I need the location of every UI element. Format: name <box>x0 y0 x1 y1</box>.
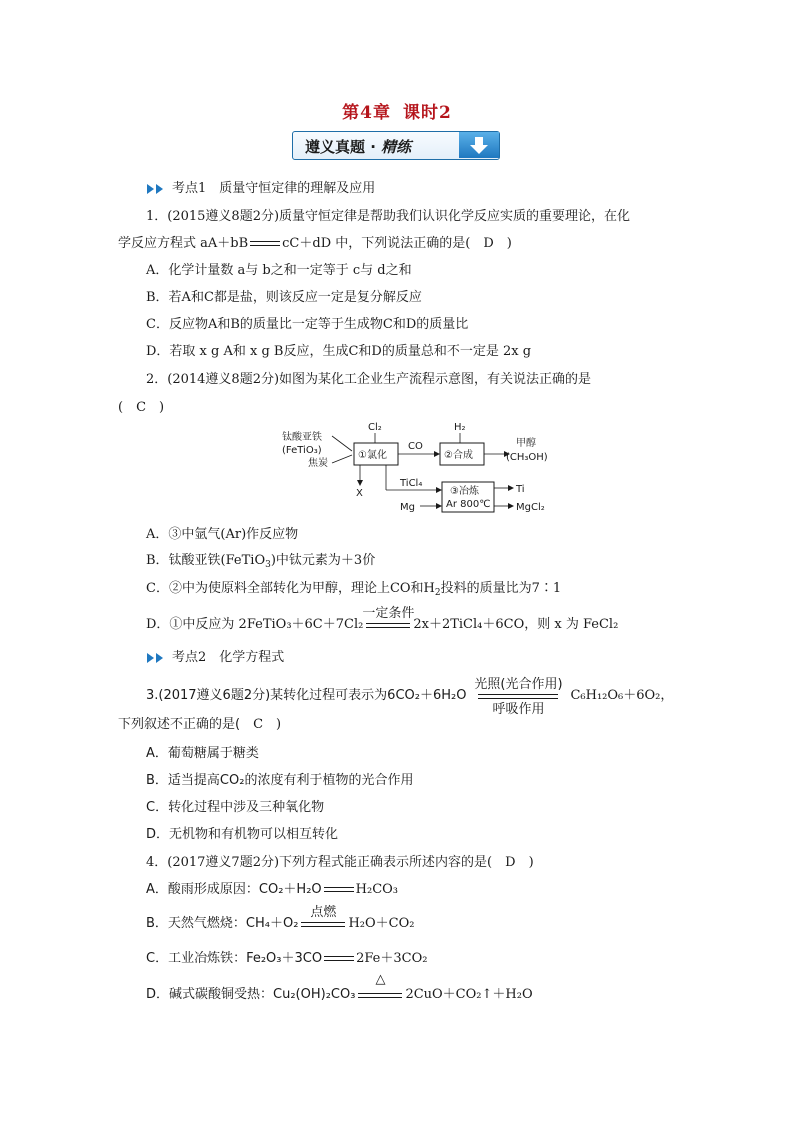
q1-stem-2: 学反应方程式 aA＋bB cC＋dD 中，下列说法正确的是( D ) <box>118 236 512 251</box>
equals-sign <box>250 240 280 248</box>
equals-sign <box>324 955 354 963</box>
q3-option-d: D．无机物和有机物可以相互转化 <box>146 827 339 842</box>
chapter-label: 第4章 <box>342 103 391 123</box>
methanol-formula: (CH₃OH) <box>506 452 548 463</box>
q2-option-b: B．钛酸亚铁(FeTiO$_3$)中钛元素为＋3价 <box>146 553 376 570</box>
q4-option-d: D．碱式碳酸铜受热：Cu₂(OH)₂CO₃ △ 2CuO＋CO₂↑＋H₂O <box>146 971 533 1002</box>
reaction-arrow: △ <box>358 988 402 1002</box>
cl2-label: Cl₂ <box>368 422 382 433</box>
down-arrow-icon[interactable] <box>459 132 499 158</box>
q4-answer: D <box>505 855 516 870</box>
lesson-label: 课时2 <box>403 103 452 123</box>
q3-answer: C <box>253 717 264 732</box>
q3-stem: 3.(2017遵义6题2分)某转化过程可表示为6CO₂＋6H₂O 光照(光合作用) 呼吸作用 C₆H₁₂O₆＋6O₂， <box>146 676 674 717</box>
banner-title: 遵义真题 · <box>305 138 382 156</box>
banner-emphasis: 精练 <box>381 138 412 156</box>
double-arrow-icon <box>146 183 166 195</box>
reaction-arrow: 一定条件 <box>366 618 410 632</box>
ti-label: Ti <box>516 484 525 495</box>
box3-condition: Ar 800℃ <box>446 499 491 510</box>
reaction-arrow: 点燃 <box>301 917 345 931</box>
h2-label: H₂ <box>454 422 466 433</box>
q4-option-a: A．酸雨形成原因：CO₂＋H₂O H₂CO₃ <box>146 882 399 897</box>
page-title <box>0 98 794 123</box>
q3-option-a: A．葡萄糖属于糖类 <box>146 746 259 761</box>
q3-stem-2: 下列叙述不正确的是( C ) <box>118 717 282 732</box>
x-label: X <box>356 488 363 499</box>
section-heading-1 <box>146 177 375 196</box>
q4-stem: 4．(2017遵义7题2分)下列方程式能正确表示所述内容的是( D ) <box>146 855 534 870</box>
q2-answer: C <box>136 400 147 415</box>
box3-label: ③冶炼 <box>450 486 479 497</box>
q1-option-d: D．若取 x g A和 x g B反应，生成C和D的质量总和不一定是 2x g <box>146 344 532 359</box>
q1-option-c: C．反应物A和B的质量比一定等于生成物C和D的质量比 <box>146 317 469 332</box>
section-heading-2 <box>146 646 284 665</box>
input-label-3: 焦炭 <box>308 458 328 469</box>
q3-option-c: C．转化过程中涉及三种氧化物 <box>146 800 325 815</box>
reversible-reaction-arrow: 光照(光合作用) 呼吸作用 <box>474 676 563 717</box>
equals-sign <box>324 886 354 894</box>
process-flow-diagram <box>280 418 580 518</box>
q1-option-a: A．化学计量数 a与 b之和一定等于 c与 d之和 <box>146 263 412 278</box>
input-label-2: (FeTiO₃) <box>282 445 322 456</box>
q4-option-c: C．工业冶炼铁：Fe₂O₃＋3CO 2Fe＋3CO₂ <box>146 951 428 966</box>
co-label: CO <box>408 441 423 452</box>
section-title: 考点2 化学方程式 <box>172 650 285 665</box>
q3-option-b: B．适当提高CO₂的浓度有利于植物的光合作用 <box>146 773 414 788</box>
mgcl2-label: MgCl₂ <box>516 502 545 513</box>
ticl4-label: TiCl₄ <box>400 478 423 489</box>
section-banner <box>292 131 500 160</box>
q1-answer: D <box>483 236 494 251</box>
methanol-label: 甲醇 <box>516 438 536 449</box>
q1-stem: 1．(2015遵义8题2分)质量守恒定律是帮助我们认识化学反应实质的重要理论，在化 <box>146 209 631 224</box>
q2-answer-line: ( C ) <box>118 400 165 415</box>
q2-option-a: A．③中氩气(Ar)作反应物 <box>146 527 299 542</box>
q4-option-b: B．天然气燃烧：CH₄＋O₂ 点燃 H₂O＋CO₂ <box>146 904 415 931</box>
section-title: 考点1 质量守恒定律的理解及应用 <box>172 181 376 196</box>
q2-option-c: C．②中为使原料全部转化为甲醇，理论上CO和$H_2$投料的质量比为7∶1 <box>146 581 562 598</box>
box1-label: ①氯化 <box>358 450 387 461</box>
box2-label: ②合成 <box>444 450 473 461</box>
double-arrow-icon <box>146 652 166 664</box>
input-label-1: 钛酸亚铁 <box>282 432 322 443</box>
q2-stem: 2．(2014遵义8题2分)如图为某化工企业生产流程示意图，有关说法正确的是 <box>146 372 592 387</box>
q2-option-d: D．①中反应为 2FeTiO₃＋6C＋7Cl₂ 一定条件 2x＋2TiCl₄＋6CO，则 x 为 FeCl₂ <box>146 605 619 632</box>
q1-option-b: B．若A和C都是盐，则该反应一定是复分解反应 <box>146 290 422 305</box>
mg-label: Mg <box>400 502 415 513</box>
